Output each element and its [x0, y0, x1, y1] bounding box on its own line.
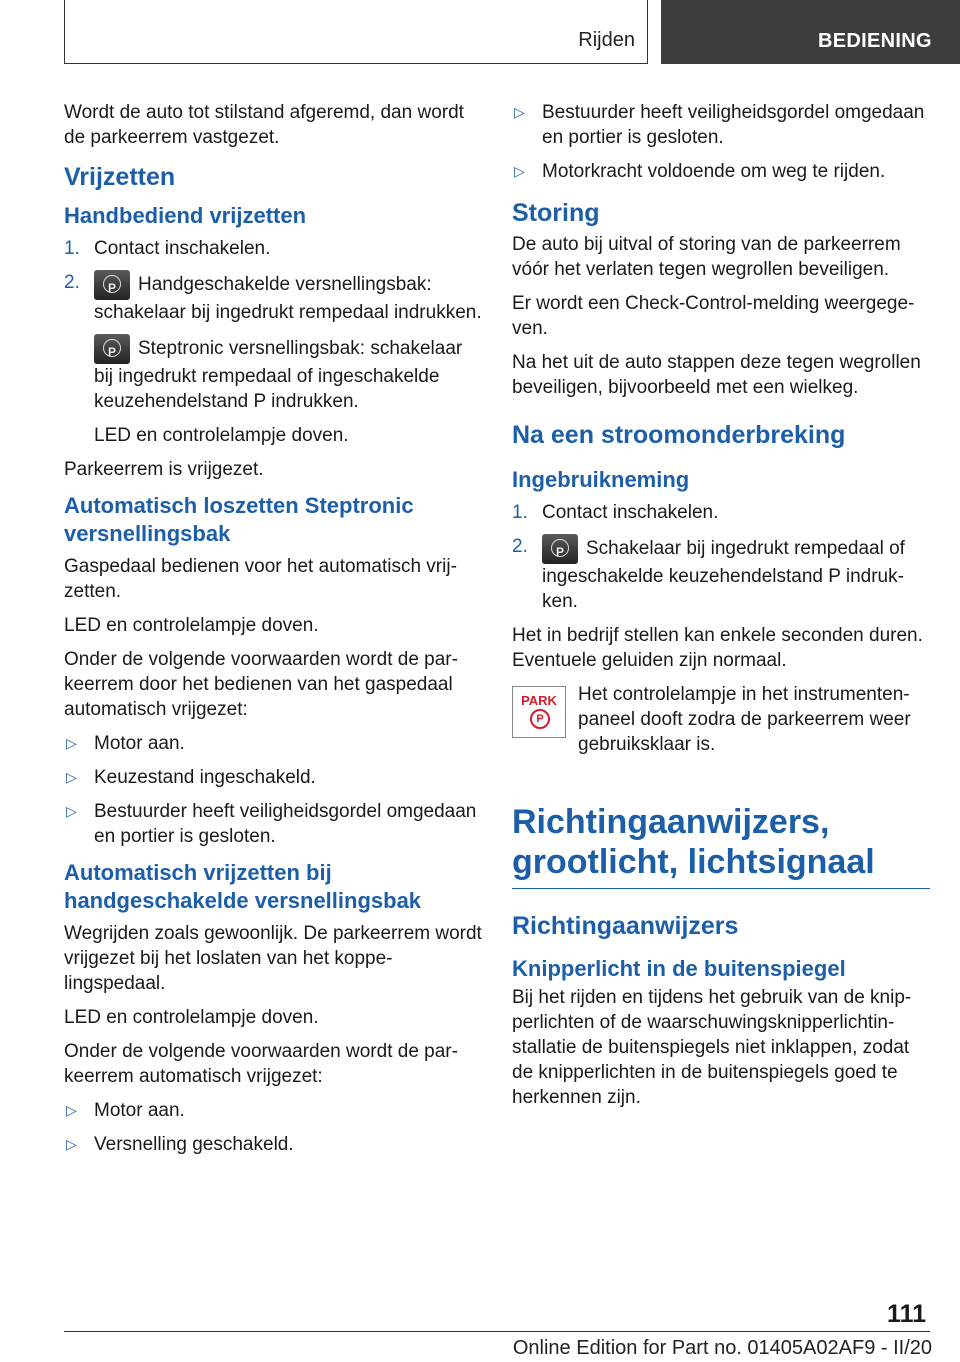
paragraph: De auto bij uitval of storing van de parkeerrem vóór het verlaten tegen wegrollen beveiligen.: [512, 234, 901, 280]
list-item: ▷ Versnelling geschakeld.: [66, 1134, 294, 1155]
parking-brake-button-icon: P: [542, 534, 578, 564]
step-text: Steptronic versnellingsbak: schakelaar bij ingedrukt rempedaal of ingeschakelde keuzehendelstand P indrukken.: [94, 338, 463, 412]
header-chapter-title: BEDIENING: [818, 30, 932, 52]
parking-brake-button-icon: P: [94, 334, 130, 364]
triangle-bullet-icon: ▷: [66, 735, 77, 751]
step-number: 1.: [512, 502, 528, 523]
heading-vrijzetten: Vrijzetten: [64, 163, 176, 191]
step-2-result: LED en controlelampje doven.: [94, 425, 349, 446]
triangle-bullet-icon: ▷: [66, 803, 77, 819]
park-lamp-note: [512, 682, 930, 766]
list-item: ▷ Motor aan.: [66, 733, 185, 754]
paragraph: Na het uit de auto stappen deze tegen wegrollen beveiligen, bijvoorbeeld met een wielkeg.: [512, 352, 921, 398]
triangle-bullet-icon: ▷: [66, 1136, 77, 1152]
paragraph: Wegrijden zoals gewoonlijk. De parkeerrem wordt vrijgezet bij het loslaten van het koppe-lingspedaal.: [64, 923, 482, 994]
paragraph: LED en controlelampje doven.: [64, 615, 319, 636]
header-chapter-box: [661, 0, 960, 64]
page-number: 111: [887, 1300, 926, 1328]
park-warning-lamp-icon: PARK P: [512, 686, 566, 738]
list-item: ▷ Motorkracht voldoende om weg te rijden.: [514, 161, 886, 182]
parking-brake-button-icon: P: [94, 270, 130, 300]
triangle-bullet-icon: ▷: [514, 104, 525, 120]
list-item: ▷ Motor aan.: [66, 1100, 185, 1121]
paragraph: Bij het rijden en tijdens het gebruik van de knip-perlichten of de waarschuwingsknipperlichtin-stallatie de buitenspiegels niet inklappen, zodat de knipperlichten in de buitenspiegels goed te herkennen zijn.: [512, 987, 912, 1108]
intro-text: Wordt de auto tot stilstand afgeremd, dan wordt de parkeerrem vastgezet.: [64, 102, 464, 148]
step-1: [512, 500, 930, 525]
heading-handbediend: Handbediend vrijzetten: [64, 203, 307, 228]
heading-knipperlicht: Knipperlicht in de buitenspiegel: [512, 956, 846, 981]
step-number: 2.: [512, 536, 528, 557]
step-1: [64, 236, 484, 261]
step-number: 1.: [64, 238, 80, 259]
triangle-bullet-icon: ▷: [66, 769, 77, 785]
step-2-steptronic: [64, 334, 484, 414]
step-text: Contact inschakelen.: [542, 502, 719, 523]
paragraph: Er wordt een Check-Control-melding weergege-ven.: [512, 293, 915, 339]
step-number: 2.: [64, 272, 80, 293]
list-item: ▷ Bestuurder heeft veiligheidsgordel omgedaan en portier is gesloten.: [66, 801, 477, 847]
paragraph: Onder de volgende voorwaarden wordt de par-keerrem automatisch vrijgezet:: [64, 1041, 458, 1087]
heading-richtingaanwijzers: Richtingaanwijzers: [512, 912, 739, 940]
footer-divider: [64, 1331, 930, 1332]
step-2: [512, 534, 930, 614]
list-item: ▷ Keuzestand ingeschakeld.: [66, 767, 316, 788]
step-text: Contact inschakelen.: [94, 238, 271, 259]
triangle-bullet-icon: ▷: [66, 1102, 77, 1118]
park-lamp-text: Het controlelampje in het instrumenten-paneel dooft zodra de parkeerrem weer gebruiksklaar is.: [578, 684, 911, 755]
paragraph: Onder de volgende voorwaarden wordt de par-keerrem door het bedienen van het gaspedaal automatisch vrijgezet:: [64, 649, 458, 720]
released-text: Parkeerrem is vrijgezet.: [64, 459, 264, 480]
step-text: Handgeschakelde versnellingsbak: schakelaar bij ingedrukt rempedaal indrukken.: [94, 274, 482, 323]
heading-stroomonderbreking: Na een stroomonderbreking: [512, 421, 846, 449]
heading-ingebruikneming: Ingebruikneming: [512, 467, 690, 492]
header-section-title: Rijden: [578, 29, 635, 51]
paragraph: LED en controlelampje doven.: [64, 1007, 319, 1028]
header-section-box: [64, 0, 648, 64]
list-item: ▷ Bestuurder heeft veiligheidsgordel omgedaan en portier is gesloten.: [514, 102, 925, 148]
heading-auto-steptronic: Automatisch loszetten Steptronic versnellingsbak: [64, 493, 414, 546]
triangle-bullet-icon: ▷: [514, 163, 525, 179]
step-text: Schakelaar bij ingedrukt rempedaal of ingeschakelde keuzehendelstand P indruk-ken.: [542, 538, 905, 612]
heading-richtingaanwijzers-chapter: Richtingaanwijzers, grootlicht, lichtsignaal: [512, 802, 930, 889]
step-2: [64, 270, 484, 325]
paragraph: Het in bedrijf stellen kan enkele seconden duren. Eventuele geluiden zijn normaal.: [512, 625, 923, 671]
heading-auto-handgeschakeld: Automatisch vrijzetten bij handgeschakelde versnellingsbak: [64, 860, 422, 913]
heading-storing: Storing: [512, 199, 600, 227]
right-column: [512, 100, 930, 1119]
footer-edition: Online Edition for Part no. 01405A02AF9 - II/20: [512, 1337, 932, 1359]
left-column: [64, 100, 484, 1166]
paragraph: Gaspedaal bedienen voor het automatisch vrij-zetten.: [64, 556, 457, 602]
